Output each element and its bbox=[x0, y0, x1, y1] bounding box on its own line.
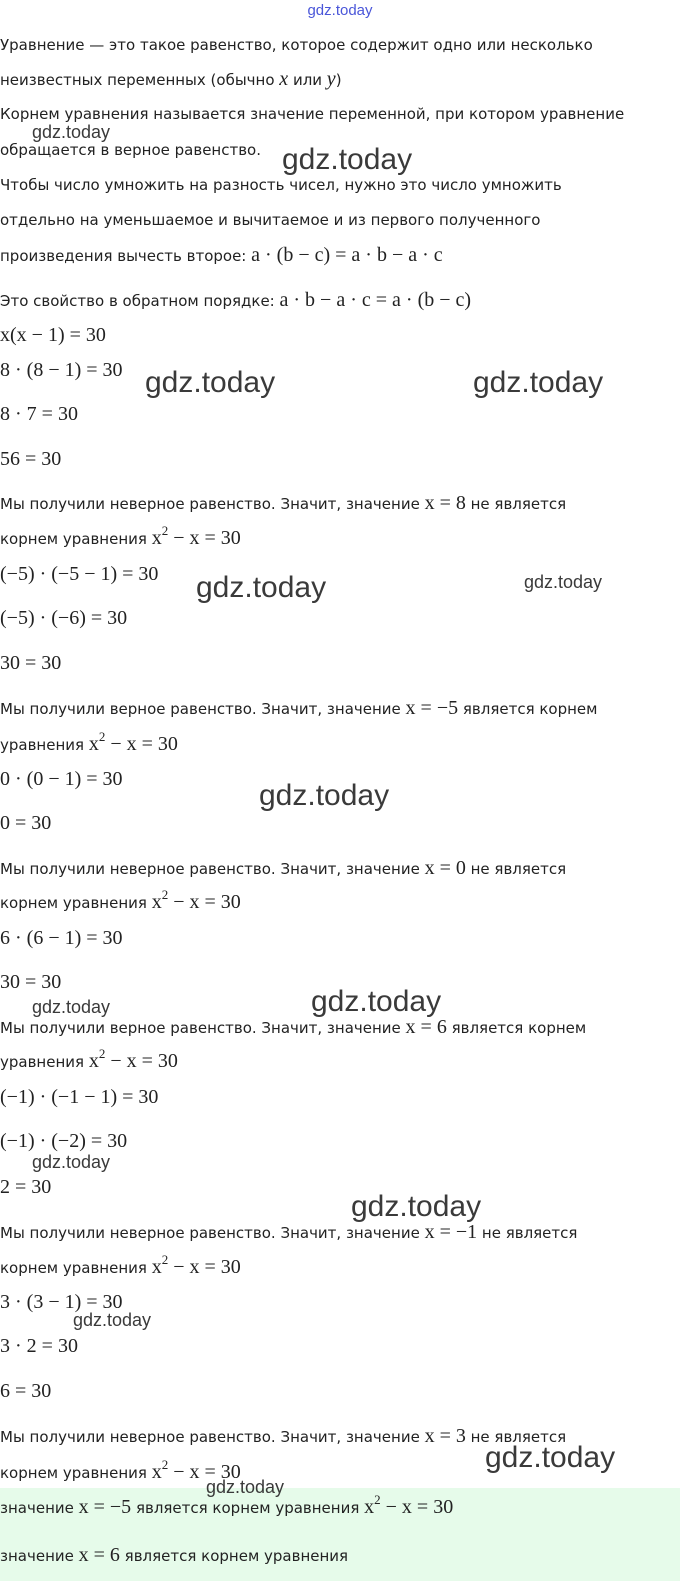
theory-line: отдельно на уменьшаемое и вычитаемое и из первого полученного bbox=[0, 211, 541, 229]
theory-line: неизвестных переменных (обычно x или y) bbox=[0, 68, 342, 90]
watermark: gdz.today bbox=[282, 143, 413, 176]
equation: (−1) · (−2) = 30 bbox=[0, 1130, 128, 1152]
watermark: gdz.today bbox=[32, 997, 111, 1017]
theory-line: Чтобы число умножить на разность чисел, нужно это число умножить bbox=[0, 176, 562, 194]
equation: 2 = 30 bbox=[0, 1176, 52, 1198]
equation: 0 = 30 bbox=[0, 812, 52, 834]
conclusion-line: корнем уравнения $x^2 - x = 30$ bbox=[0, 1252, 241, 1278]
site-header: gdz.today bbox=[307, 2, 373, 19]
watermark: gdz.today bbox=[206, 1477, 285, 1497]
watermark: gdz.today bbox=[351, 1190, 482, 1223]
answer-box bbox=[0, 1488, 680, 1581]
equation: 3 · (3 − 1) = 30 bbox=[0, 1291, 123, 1313]
conclusion-line: уравнения $x^2 - x = 30$ bbox=[0, 1046, 178, 1072]
answer-line: значение x = −5 является корнем уравнения $x^2 - x = 30$ bbox=[0, 1492, 454, 1518]
equation: (−5) · (−6) = 30 bbox=[0, 607, 128, 629]
answer-line: значение x = 6 является корнем уравнения bbox=[0, 1544, 349, 1566]
conclusion-line: корнем уравнения $x^2 - x = 30$ bbox=[0, 887, 241, 913]
conclusion-line: Мы получили неверное равенство. Значит, значение x = 3 не является bbox=[0, 1425, 567, 1447]
equation: 30 = 30 bbox=[0, 971, 62, 993]
equation: 6 = 30 bbox=[0, 1380, 52, 1402]
watermark: gdz.today bbox=[473, 366, 604, 399]
equation: (−5) · (−5 − 1) = 30 bbox=[0, 563, 159, 585]
watermark: gdz.today bbox=[311, 985, 442, 1018]
equation: 8 · (8 − 1) = 30 bbox=[0, 359, 123, 381]
theory-line: Корнем уравнения называется значение переменной, при котором уравнение bbox=[0, 105, 625, 123]
theory-line: обращается в верное равенство. bbox=[0, 141, 262, 159]
conclusion-line: корнем уравнения $x^2 - x = 30$ bbox=[0, 1457, 241, 1483]
theory-line: произведения вычесть второе: a · (b − c) = a · b − a · c bbox=[0, 244, 443, 266]
conclusion-line: уравнения $x^2 - x = 30$ bbox=[0, 729, 178, 755]
watermark: gdz.today bbox=[145, 366, 276, 399]
conclusion-line: Мы получили верное равенство. Значит, значение x = 6 является корнем bbox=[0, 1016, 587, 1038]
equation: 0 · (0 − 1) = 30 bbox=[0, 768, 123, 790]
equation: (−1) · (−1 − 1) = 30 bbox=[0, 1086, 159, 1108]
watermark: gdz.today bbox=[32, 122, 111, 142]
watermark: gdz.today bbox=[196, 571, 327, 604]
equation: 56 = 30 bbox=[0, 448, 62, 470]
watermark: gdz.today bbox=[73, 1310, 152, 1330]
equation: 30 = 30 bbox=[0, 652, 62, 674]
equation: x(x − 1) = 30 bbox=[0, 324, 106, 346]
equation: 6 · (6 − 1) = 30 bbox=[0, 927, 123, 949]
watermark: gdz.today bbox=[259, 779, 390, 812]
conclusion-line: корнем уравнения $x^2 - x = 30$ bbox=[0, 523, 241, 549]
conclusion-line: Мы получили неверное равенство. Значит, значение x = −1 не является bbox=[0, 1221, 578, 1243]
theory-line: Уравнение — это такое равенство, которое содержит одно или несколько bbox=[0, 36, 593, 54]
theory-line: Это свойство в обратном порядке: a · b − a · c = a · (b − c) bbox=[0, 289, 472, 311]
conclusion-line: Мы получили верное равенство. Значит, значение x = −5 является корнем bbox=[0, 697, 598, 719]
conclusion-line: Мы получили неверное равенство. Значит, значение x = 0 не является bbox=[0, 857, 567, 879]
watermark: gdz.today bbox=[524, 572, 603, 592]
equation: 3 · 2 = 30 bbox=[0, 1335, 78, 1357]
watermark: gdz.today bbox=[32, 1152, 111, 1172]
watermark: gdz.today bbox=[485, 1441, 616, 1474]
equation: 8 · 7 = 30 bbox=[0, 403, 78, 425]
conclusion-line: Мы получили неверное равенство. Значит, значение x = 8 не является bbox=[0, 492, 567, 514]
